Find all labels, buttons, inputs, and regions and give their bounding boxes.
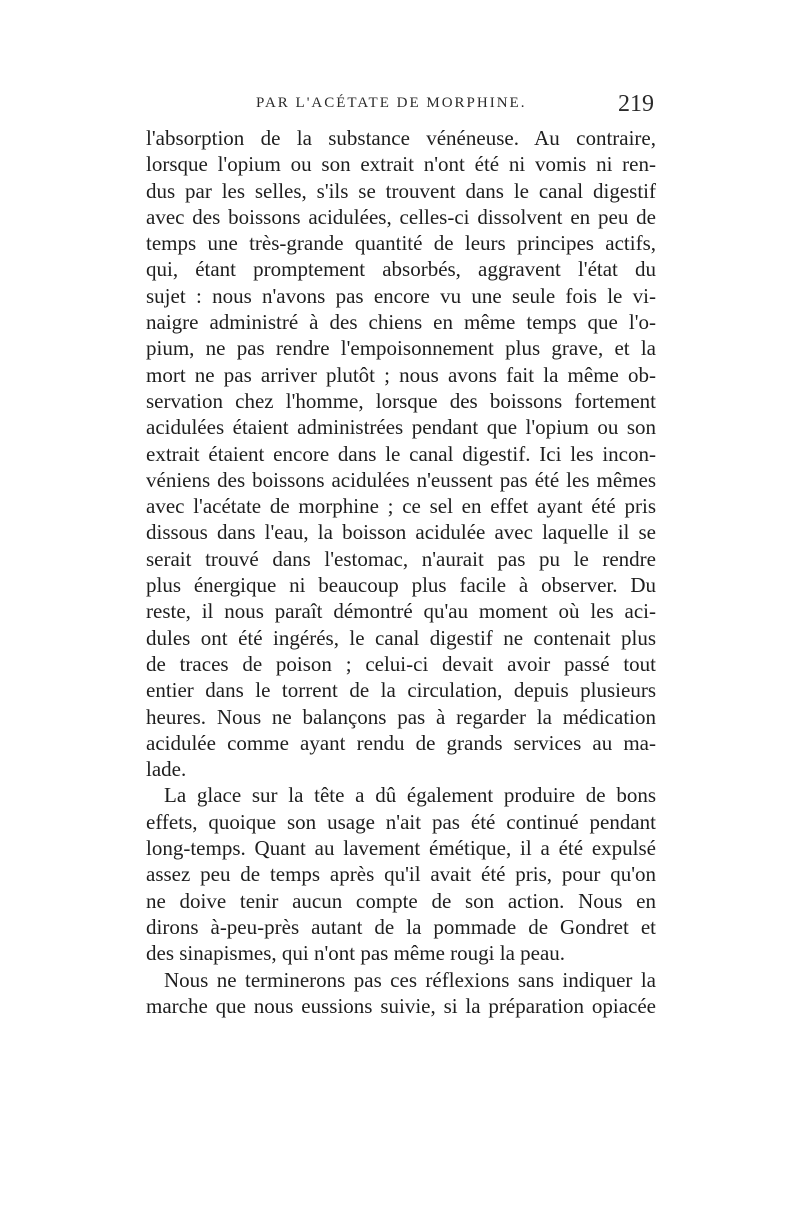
body-text <box>146 125 656 1019</box>
text-line: dirons à-peu-près autant de la pommade de Gondret et <box>146 914 656 939</box>
text-line: avec des boissons acidulées, celles-ci dissolvent en peu de <box>146 204 656 229</box>
text-line: serait trouvé dans l'estomac, n'aurait pas pu le rendre <box>146 546 656 571</box>
text-line: entier dans le torrent de la circulation, depuis plusieurs <box>146 678 656 703</box>
text-line: heures. Nous ne balançons pas à regarder la médication <box>146 704 656 729</box>
text-line: extrait étaient encore dans le canal digestif. Ici les incon- <box>146 441 656 466</box>
text-line: pium, ne pas rendre l'empoisonnement plus grave, et la <box>146 336 656 361</box>
text-line: mort ne pas arriver plutôt ; nous avons fait la même ob- <box>146 362 656 387</box>
text-line: véniens des boissons acidulées n'eussent pas été les mêmes <box>146 467 656 492</box>
text-line: sujet : nous n'avons pas encore vu une seule fois le vi- <box>146 283 656 308</box>
text-line: naigre administré à des chiens en même temps que l'o- <box>146 310 656 335</box>
text-line: Nous ne terminerons pas ces réflexions sans indiquer la <box>164 967 656 992</box>
text-line: dules ont été ingérés, le canal digestif ne contenait plus <box>146 625 656 650</box>
text-line: reste, il nous paraît démontré qu'au moment où les aci- <box>146 599 656 624</box>
text-line: ne doive tenir aucun compte de son action. Nous en <box>146 888 656 913</box>
text-line: servation chez l'homme, lorsque des boissons fortement <box>146 388 656 413</box>
text-line: l'absorption de la substance vénéneuse. Au contraire, <box>146 126 656 150</box>
text-line: long-temps. Quant au lavement émétique, il a été expulsé <box>146 836 656 861</box>
text-line: temps une très-grande quantité de leurs principes actifs, <box>146 231 656 256</box>
text-line: dissous dans l'eau, la boisson acidulée avec laquelle il se <box>146 520 656 545</box>
text-line: lorsque l'opium ou son extrait n'ont été ni vomis ni ren- <box>146 152 656 177</box>
text-line: de traces de poison ; celui-ci devait avoir passé tout <box>146 651 656 676</box>
running-title: PAR L'ACÉTATE DE MORPHINE. <box>256 95 527 111</box>
text-line: plus énergique ni beaucoup plus facile à observer. Du <box>146 573 656 598</box>
text-line: La glace sur la tête a dû également produire de bons <box>164 783 656 808</box>
text-line: acidulées étaient administrées pendant que l'opium ou son <box>146 415 656 440</box>
text-line: marche que nous eussions suivie, si la préparation opiacée <box>146 993 656 1018</box>
text-line: lade. <box>146 757 187 782</box>
text-line: acidulée comme ayant rendu de grands services au ma- <box>146 730 656 755</box>
text-line: qui, étant promptement absorbés, aggravent l'état du <box>146 257 656 282</box>
text-line: des sinapismes, qui n'ont pas même rougi la peau. <box>146 941 566 966</box>
page-number: 219 <box>618 91 654 117</box>
text-line: effets, quoique son usage n'ait pas été continué pendant <box>146 809 656 834</box>
text-line: dus par les selles, s'ils se trouvent dans le canal digestif <box>146 178 656 203</box>
running-head <box>146 93 654 125</box>
text-line: assez peu de temps après qu'il avait été pris, pour qu'on <box>146 862 656 887</box>
text-line: avec l'acétate de morphine ; ce sel en effet ayant été pris <box>146 494 656 519</box>
